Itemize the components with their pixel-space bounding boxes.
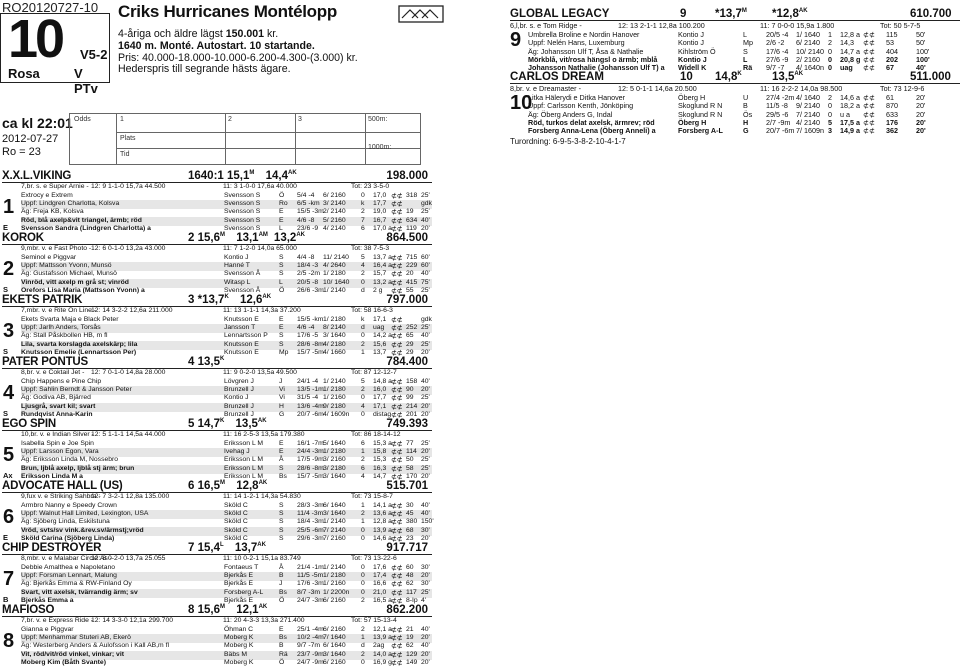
- stats-line: 8,br. v. e Dreamaster - 12: 5 0-1-1 14,6a 20.500 11: 16 2-2-2 14,0a 98.500 Tot: 73 12-9-6: [510, 84, 925, 93]
- horse-record: 1640:1 $15,1^M$ $14,4^{AK}$: [188, 170, 297, 182]
- horse-stats: 9,fux v. e Striking Sahbra - 12: 7 3-2-1 12,8a 135.000 11: 14 1-2-1 14,3a 54.830 Tot: 73 15-8-7: [21, 493, 393, 500]
- result-line: Umbrella Broline e Nordin Hanover Kontio J L 20/5 -4 1/ 1640 1 12,8 a 115 50' ⊄⊄: [528, 30, 926, 39]
- start-line: Uppf: Sahlin Berndt & Jansson Peter Brunzell J Vi 13/5 -1m 1/ 2180 2 16,0 90 20' ⊄⊄: [21, 386, 432, 395]
- result-line: Äg: Öberg Anders G, Indal Skoglund R N Ös 29/5 -6 7/ 2140 0 u a 633 20' ⊄⊄: [528, 109, 926, 119]
- race-conditions: 4-åriga och äldre lägst 150.001 kr. 1640 m. Monté. Autostart. 10 startande. Pris: 40.000-18.000-10.000-6.200-4.300-(3.000) kr. Hederspris till segrande hästs ägare.: [118, 28, 358, 76]
- place-1-label: 1: [120, 116, 124, 123]
- start-line: Extrocy e Extrem Svensson S Ö 5/4 -4 6/ 2160 0 17,0 318 25' ⊄⊄: [21, 192, 430, 200]
- start-line: Bjerkås Emma a Bjerkås E Ö 24/7 -3m 6/ 2160 2 16,5 a 8-Ip 4' ⊄⊄: [21, 596, 427, 605]
- odds-table: [69, 113, 421, 165]
- shoe-code: S: [3, 347, 9, 356]
- horse-stats: 9,mbr. v. e Fast Photo - 12: 6 0-1-0 13,2a 43.000 11: 7 1-2-0 14,0a 65.000 Tot: 38 7-5-3: [21, 245, 390, 252]
- horse-earnings: 198.000: [386, 170, 428, 182]
- place-3-label: 3: [298, 116, 302, 123]
- finish-position: 9: [680, 8, 687, 20]
- race-number-box: [0, 9, 110, 96]
- start-line: Äg: Eriksson Linda M, Nossebro Eriksson L M Å 17/5 -9m 3/ 2160 2 15,3 50 25' ⊄⊄: [21, 456, 430, 465]
- horse-name: CHIP DESTROYER: [2, 542, 102, 554]
- horse-name: CARLOS DREAM: [510, 71, 604, 83]
- start-line: Uppf: Forsman Lennart, Malung Bjerkås E B 11/5 -5m 1/ 2180 0 17,4 48 20' ⊄⊄: [21, 572, 432, 581]
- start-number: 5: [3, 444, 15, 466]
- start-line: Armbro Nanny e Speedy Crown Sköld C S 28/3 -3m 6/ 1640 1 14,1 a 30 40' ⊄⊄: [21, 502, 430, 510]
- record-auto: $*12,8^{AK}$: [772, 8, 808, 20]
- start-line: Äg: Gustafsson Michael, Munsö Svensson Å S 2/5 -2m 1/ 2180 2 15,7 20 40' ⊄⊄: [21, 270, 430, 279]
- horse-earnings: 862.200: [386, 604, 428, 616]
- result-line: Mörkblå, vit/rosa hängsl o ärmb; mblå Kontio J L 27/6 -9 2/ 2160 0 20,8 g 202 100' ⊄⊄: [528, 54, 930, 64]
- horse-name: PATER PONTUS: [2, 356, 88, 368]
- place-2-label: 2: [228, 116, 232, 123]
- start-line: Seminol e Piggvar Kontio J S 4/4 -8 11/ 2140 5 13,7 a 715 60' ⊄⊄: [21, 254, 430, 262]
- shoe-code: S: [3, 409, 9, 418]
- m1000-label: 1000m:: [368, 144, 392, 151]
- start-line: Uppf: Lindgren Charlotta, Kolsva Svensson S Ro 6/5 -km 3/ 2140 k 17,7 gdk ⊄⊄: [21, 200, 432, 209]
- start-number: 7: [3, 568, 15, 590]
- start-line: Äg: Sjöberg Linda, Eskilstuna Sköld C S 18/4 -3m 1/ 2140 1 12,8 a 380 150' ⊄⊄: [21, 518, 434, 527]
- horse-record: 7 $15,4^L$ $13,7^{AK}$: [188, 542, 266, 554]
- tid-label: Tid: [120, 151, 130, 158]
- start-line: Chip Happens e Pine Chip Lövgren J J 24/1 -4 1/ 2140 5 14,8 a 158 40' ⊄⊄: [21, 378, 430, 386]
- start-line: Uppf: Mattsson Yvonn, Munsö Hanné T S 18/4 -3 4/ 2640 4 16,4 a 229 60' ⊄⊄: [21, 262, 432, 271]
- result-line: Litka Hälerydi e Ditka Hanover Öberg H U 27/4 -2m 4/ 1640 2 14,6 a 61 20' ⊄⊄: [528, 93, 926, 102]
- odds-label: Odds: [74, 116, 91, 123]
- horse-header: [2, 542, 428, 554]
- record-auto: $13,5^{AK}$: [772, 71, 804, 83]
- start-line: Svart, vitt axelsk, tvärrandig ärm; sv Forsberg A-L Bs 8/7 -3m 1/ 2200n 0 21,0 117 25' ⊄⊄: [21, 589, 432, 598]
- finish-position: 10: [680, 71, 693, 83]
- start-line: Ekets Svarta Maja e Black Peter Knutsson E E 15/5 -km 1/ 2180 k 17,1 gdk ⊄⊄: [21, 316, 432, 324]
- start-line: Vröd, svts/sv vink.&rev.sv/ärmstj;vröd Sköld C S 25/5 -6m 7/ 2140 0 13,9 a 68 30' ⊄⊄: [21, 527, 432, 536]
- horse-header: [2, 604, 428, 616]
- horse-header: [2, 480, 428, 492]
- start-line: Äg: Godiva AB, Bjärred Kontio J Vi 31/5 -4 1/ 2160 0 17,7 99 25' ⊄⊄: [21, 394, 430, 403]
- horse-record: 6 $16,5^M$ $12,8^{AK}$: [188, 480, 268, 492]
- start-line: Uppf: Jarlh Anders, Torsås Jansson T E 4/6 -4 8/ 2140 d uag 252 25' ⊄⊄: [21, 324, 432, 333]
- plats-label: Plats: [120, 135, 136, 142]
- start-line: Rundqvist Anna-Karin Brunzell J G 20/7 -6m 4/ 1609n 0 distag 201 20' ⊄⊄: [21, 410, 430, 419]
- start-line: Orefors Lisa Maria (Mattsson Yvonn) a Svensson Å Ö 26/6 -3m 1/ 2140 d 2 g 55 25' ⊄⊄: [21, 286, 430, 295]
- start-number: 1: [3, 196, 15, 218]
- start-line: Uppf: Walnut Hall Limited, Lexington, USA Sköld C S 11/4 -3m 3/ 1640 2 13,6 a 45 40' ⊄⊄: [21, 510, 432, 519]
- start-line: Brun, ljblå axelp, ljblå stj ärm; brun Eriksson L M S 28/6 -8m 3/ 2180 6 16,3 58 25' ⊄⊄: [21, 465, 432, 474]
- start-time: ca kl 22:01: [2, 115, 73, 131]
- horse-header: [2, 418, 428, 430]
- horse-record: 4 $13,5^K$: [188, 356, 225, 368]
- horse-name: GLOBAL LEGACY: [510, 8, 610, 20]
- prize-money: 610.700: [910, 8, 952, 20]
- start-number: 4: [3, 382, 15, 404]
- prize-money: 511.000: [910, 71, 951, 83]
- start-line: Vit, röd/vit/röd vinkel, vinkar; vit Bäbs M Rä 23/7 -9m 3/ 1640 2 14,0 a 129 20' ⊄⊄: [21, 651, 432, 660]
- horse-name: ADVOCATE HALL (US): [2, 480, 123, 492]
- horse-header: [2, 232, 428, 244]
- horse-stats: 7,br. s. e Super Arnie - 12: 9 1-1-0 15,7a 44.500 11: 3 1-0-0 17,6a 40.000 Tot: 23 3-5-0: [21, 183, 390, 190]
- start-line: Debbie Amalthea e Napoletano Fontaeus T Å 21/4 -1m 1/ 2140 0 17,6 60 30' ⊄⊄: [21, 564, 430, 572]
- start-line: Uppf: Menhammar Stuteri AB, Ekerö Moberg K Bs 10/2 -4m 7/ 1640 1 13,9 a 19 20' ⊄⊄: [21, 634, 432, 643]
- start-number: 8: [3, 630, 15, 652]
- horse-header: [2, 356, 428, 368]
- shoe-code: E: [3, 533, 9, 542]
- horse-record: 2 $15,6^M$ $13,1^{AM}$ $13,2^{AK}$: [188, 232, 305, 244]
- result-line: Johansson Nathalie (Johansson Ulf T) a Widell K Rä 9/7 -7 4/ 1640n 0 uag 67 40' ⊄⊄: [528, 63, 926, 73]
- horse-name: X.X.L.VIKING: [2, 170, 72, 182]
- horse-stats: 7,br. v. e Express Ride - 12: 14 3-3-0 12,1a 299.700 11: 20 4-3-3 13,3a 271.400 Tot: 57 15-13-4: [21, 617, 397, 624]
- stats-line: 6,l,br. s. e Tom Ridge - 12: 13 2-1-1 12,8a 100.200 11: 7 0-0-0 15,9a 1.800 Tot: 50 5-7-5: [510, 21, 921, 30]
- horse-stats: 7,mbr. v. e Rite On Line - 12: 14 3-2-2 12,6a 211.000 11: 13 1-1-1 14,3a 37.200 Tot: 58 16-6-3: [21, 307, 393, 314]
- horse-earnings: 749.393: [386, 418, 428, 430]
- shoe-code: B: [3, 595, 9, 604]
- m500-label: 500m:: [368, 116, 388, 123]
- result-line: Uppf: Carlsson Kenth, Jönköping Skoglund R N B 11/5 -8 9/ 2140 0 18,2 a 870 20' ⊄⊄: [528, 101, 926, 111]
- start-number: 2: [3, 258, 15, 280]
- turordning: Turordning: 6-9-5-3-8-2-10-4-1-7: [510, 137, 626, 146]
- start-line: Vinröd, vitt axelp m grå st; vinröd Witasp L L 20/5 -8 10/ 1640 0 13,2 a 415 75' ⊄⊄: [21, 279, 432, 288]
- start-line: Äg: Stall Påskbollen HB, m fl Lennartsson P S 17/6 -5 3/ 1640 0 14,2 a 65 40' ⊄⊄: [21, 332, 430, 341]
- result-line: Röd, turkos delat axelsk, ärmrev; röd Öberg H H 2/7 -9m 4/ 2140 5 17,5 a 176 20' ⊄⊄: [528, 117, 926, 127]
- bet-type: V5-2: [80, 47, 108, 62]
- record: $*13,7^M$: [715, 8, 747, 20]
- program-color: Rosa: [8, 66, 40, 81]
- start-line: Sköld Carina (Sjöberg Linda) Sköld C S 29/6 -3m 7/ 2160 0 14,6 a 23 20' ⊄⊄: [21, 534, 430, 543]
- start-line: Äg: Freja KB, Kolsva Svensson S E 15/5 -3m 2/ 2140 2 19,0 19 25' ⊄⊄: [21, 208, 430, 217]
- horse-record: 8 $15,6^M$ $12,1^{AK}$: [188, 604, 268, 616]
- start-line: Röd, blå axelp&vit triangel, ärmb; röd Svensson S E 4/6 -8 5/ 2160 7 16,7 634 40' ⊄⊄: [21, 217, 432, 226]
- horse-name: MAFIOSO: [2, 604, 55, 616]
- horse-stats: 8,br. v. e Coktail Jet - 12: 7 0-1-0 14,8a 28.000 11: 9 0-2-0 13,5a 49.500 Tot: 87 12-12-7: [21, 369, 397, 376]
- horse-stats: 10,br. v. e Indian Silver - 12: 5 1-1-1 14,5a 44.000 11: 16 2-5-3 13,5a 179.380 Tot: 86 18-14-12: [21, 431, 401, 438]
- shoe-code: S: [3, 285, 9, 294]
- start-number: 9: [510, 29, 522, 51]
- start-line: Isabella Spin e Joe Spin Eriksson L M E 16/1 -7m 5/ 1640 6 15,3 a 77 25' ⊄⊄: [21, 440, 430, 448]
- horse-earnings: 784.400: [386, 356, 428, 368]
- horse-earnings: 515.701: [386, 480, 428, 492]
- start-info: [0, 113, 73, 165]
- start-line: Ljusgrå, svart kil; svart Brunzell J H 13/6 -4m 9/ 2180 4 17,1 214 20' ⊄⊄: [21, 403, 432, 412]
- start-line: Uppf: Larsson Egon, Vara Ivehag J E 24/4 -3m 1/ 2180 1 15,8 114 20' ⊄⊄: [21, 448, 432, 457]
- start-line: Lila, svarta korslagda axelskärp; lila Knutsson E S 28/6 -8m 4/ 2180 2 15,6 29 25' ⊄⊄: [21, 341, 432, 350]
- shoe-code: E: [3, 223, 9, 232]
- shoe-code: Ax: [3, 471, 13, 480]
- race-number: 10: [8, 9, 63, 69]
- horse-earnings: 917.717: [386, 542, 428, 554]
- start-line: Svensson Sandra (Lindgren Charlotta) a Svensson S L 23/6 -9 4/ 2140 6 17,0 a 119 20' ⊄⊄: [21, 224, 430, 233]
- tv-channel: V PTv: [74, 66, 98, 96]
- horse-record: 3 $*13,7^K$ $12,6^{AK}$: [188, 294, 272, 306]
- horse-name: EGO SPIN: [2, 418, 56, 430]
- result-line: Uppf: Nelén Hans, Luxemburg Kontio J Mp 2/6 -2 6/ 2140 2 14,3 53 50' ⊄⊄: [528, 38, 926, 48]
- start-line: Eriksson Linda M a Eriksson L M Bs 15/7 -5m 3/ 1640 4 14,7 170 20' ⊄⊄: [21, 472, 430, 481]
- travel-logo-icon: [398, 3, 444, 25]
- start-line: Moberg Kim (Båth Svante) Moberg K Ö 24/7 -9m 6/ 2160 0 16,9 g 149 20' ⊄⊄: [21, 658, 430, 667]
- race-date: 2012-07-27: [2, 133, 59, 145]
- record: $14,8^K$: [715, 71, 742, 83]
- horse-name: EKETS PATRIK: [2, 294, 83, 306]
- start-line: Äg: Bjerkås Emma & RW-Finland Oy Bjerkås E J 17/6 -3m 1/ 2160 0 16,6 62 30' ⊄⊄: [21, 580, 430, 589]
- start-line: Knutsson Emelie (Lennartsson Per) Knutsson E Mp 15/7 -5m 4/ 1660 1 13,7 29 20' ⊄⊄: [21, 348, 430, 357]
- start-number: 3: [3, 320, 15, 342]
- horse-name: KOROK: [2, 232, 44, 244]
- horse-earnings: 797.000: [386, 294, 428, 306]
- horse-earnings: 864.500: [386, 232, 428, 244]
- horse-stats: 8,mbr. v. e Malabar Circle Äs - 12: 8 0-2-0 13,7a 25.055 11: 10 0-2-1 15,1a 83.749 Tot: 73 13-22-6: [21, 555, 397, 562]
- race-title: Criks Hurricanes Montélopp: [118, 2, 337, 21]
- start-number: 6: [3, 506, 15, 528]
- result-line: Forsberg Anna-Lena (Öberg Anneli) a Forsberg A-L G 20/7 -6m 7/ 1609n 3 14,9 a 362 20' ⊄⊄: [528, 126, 926, 136]
- ro-value: Ro = 23: [2, 146, 41, 158]
- start-line: Gianna e Piggvar Öhman C E 25/1 -4m 6/ 2160 2 12,1 a 21 40' ⊄⊄: [21, 626, 430, 634]
- result-line: Äg: Johansson Ulf T, Åsa & Nathalie Kihlström Ö S 17/6 -4 10/ 2140 0 14,7 a 404 100' ⊄⊄: [528, 46, 930, 56]
- start-number: 10: [510, 92, 533, 114]
- horse-header: [2, 170, 428, 182]
- horse-header: [2, 294, 428, 306]
- race-code: RO20120727-10: [2, 0, 99, 15]
- start-line: Äg: Westerberg Anders & Aulofsson i Kall AB,m fl Moberg K B 9/7 -7m 6/ 1640 d 2ag 62 40' ⊄⊄: [21, 642, 430, 651]
- horse-record: 5 $14,7^K$ $13,5^{AK}$: [188, 418, 267, 430]
